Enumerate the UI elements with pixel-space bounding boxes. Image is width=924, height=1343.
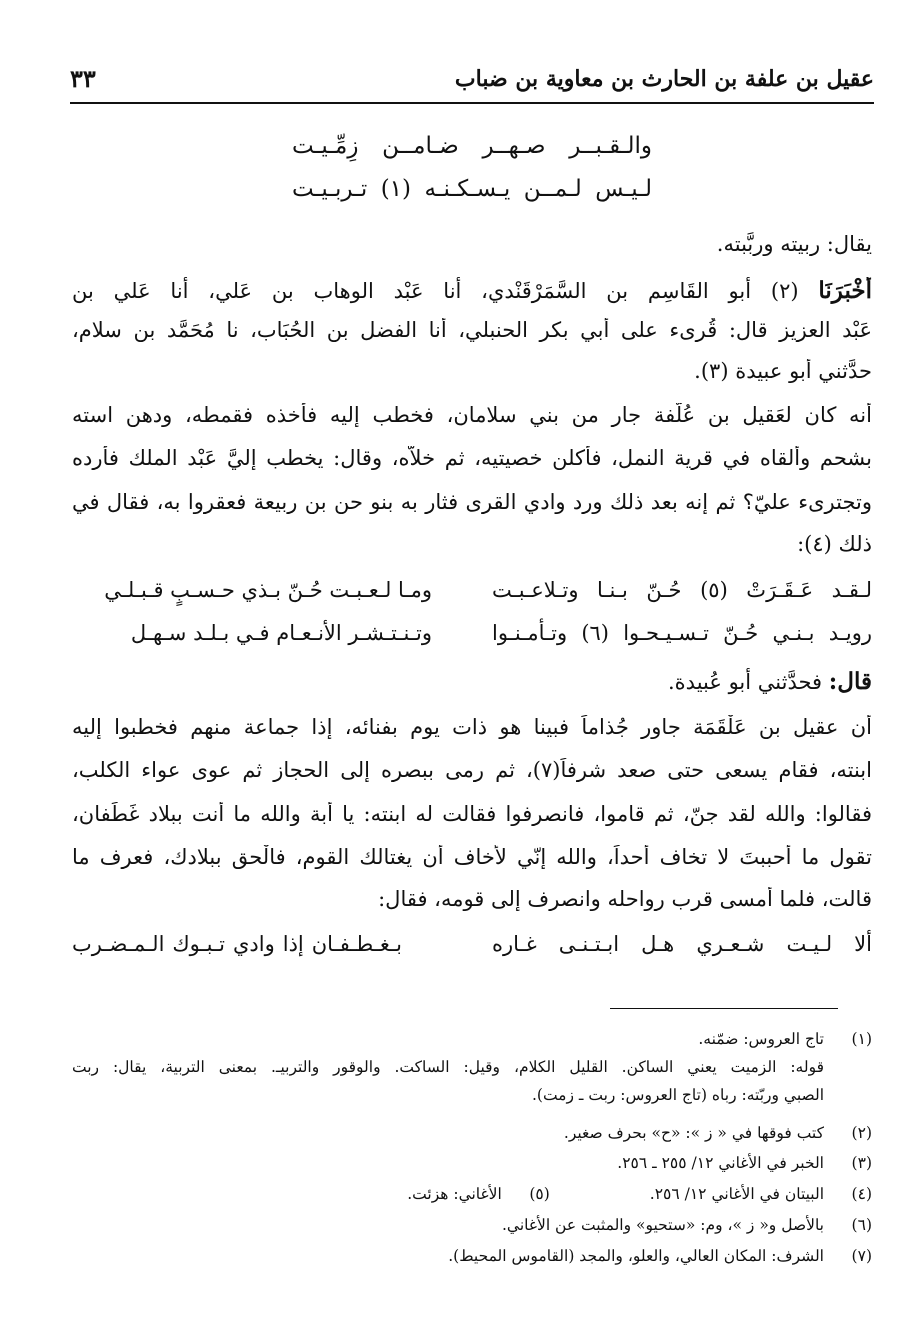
couplet <box>72 621 872 653</box>
text-line: أَخْبَرَنَا (٢) أبو القَاسِم بن السَّمَرْقَنْدي، أنا عَبْد الوهاب بن عَلي، أنا عَلي بن <box>72 277 872 304</box>
qala-text: فحدَّثني أبو عُبيدة. <box>668 670 823 694</box>
hemistich-second: وتـنـتـشـر الأنـعـام فـي بـلـد سـهـل <box>130 621 432 645</box>
text-line: يقال: ربيته وربَّبته. <box>716 232 872 256</box>
footnote-text: الأغاني: هزئت. <box>407 1185 502 1203</box>
footnote <box>72 1185 872 1203</box>
lead-word: أَخْبَرَنَا <box>818 277 872 304</box>
hemistich-second: ومـا لـعـبـت حُـنّ بـذي حـسـبٍ قـبـلـي <box>104 578 432 602</box>
footnote-text: كتب فوقها في « ز »: «ح» بحرف صغير. <box>563 1124 824 1142</box>
footnote-text: الخبر في الأغاني ١٢/ ٢٥٥ ـ ٢٥٦. <box>617 1154 824 1172</box>
header-title: عقيل بن علفة بن الحارث بن معاوية بن ضباب <box>454 66 874 92</box>
footnote-number: (٣) <box>851 1154 872 1172</box>
text-line: أن عقيل بن عَلْقَمَة جاور جُذاماً فبينا هو ذات يوم بفنائه، إذا جماعة منهم فخطبوا إليه <box>72 715 872 739</box>
hemistich-first: رويـد بـنـي حُـنّ تـسـيـحـوا (٦) وتـأمـنـوا <box>492 621 872 645</box>
footnote-number: (٧) <box>851 1247 872 1265</box>
text-line: قالت، فلما أمسى قرب رواحله وانصرف إلى قومه، فقال: <box>378 887 872 911</box>
footnote-number: (٤) <box>851 1185 872 1203</box>
footnote-number: (٦) <box>851 1216 872 1234</box>
qala-line <box>72 668 872 695</box>
footnote-divider <box>610 1008 838 1009</box>
footnote-text: بالأصل و« ز »، وم: «ستحيو» والمثبت عن الأغاني. <box>502 1216 824 1234</box>
running-header <box>70 58 874 104</box>
footnote-text: الشرف: المكان العالي، والعلو، والمجد (القاموس المحيط). <box>448 1247 824 1265</box>
footnote <box>72 1030 872 1048</box>
qala-lead: قال: <box>828 668 872 695</box>
text-line: ابنته، فقام يسعى حتى صعد شرفاً(٧)، ثم رمى ببصره إلى الحجاز ثم عوى عواء الكلب، <box>72 758 872 782</box>
text-line: تقول ما أحببتَ لا تخاف أحداً، والله إنّي لأخاف أن يغتالك القوم، فالْحق ببلادك، فعرف ما <box>72 845 872 869</box>
text-line: أنه كان لعَقيل بن عُلَّفة جار من بني سلامان، فخطب إليه فأخذه فقمطه، ودهن استه <box>72 403 872 427</box>
hemistich-first: لـقـد عَـقَـرَتْ (٥) حُـنّ بـنـا وتـلاعـبـت <box>492 578 872 602</box>
footnote-text: تاج العروس: ضمّنه. <box>698 1030 824 1048</box>
footnote <box>72 1124 872 1142</box>
text-line-lead <box>72 277 872 304</box>
footnote-number: (٢) <box>851 1124 872 1142</box>
page-number: ٣٣ <box>70 64 96 93</box>
footnote-number: (٥) <box>529 1185 550 1203</box>
footnote-continuation: الصبي وربّته: رباه (تاج العروس: ربت ـ زمت). <box>531 1086 824 1104</box>
text-line: فقالوا: والله لقد جنّ، ثم قاموا، فانصرفوا فقالت له ابنته: يا أبة والله ما أنت ببلاد غَطَفان، <box>72 802 872 826</box>
text-line: حدَّثني أبو عبيدة (٣). <box>694 359 872 383</box>
footnote-number: (١) <box>851 1030 872 1048</box>
couplet <box>72 578 872 610</box>
footnote-text: البيتان في الأغاني ١٢/ ٢٥٦. <box>649 1185 824 1203</box>
footnote <box>72 1154 872 1172</box>
hemistich-second: بـغـطـفـان إذا وادي تـبـوك الـمـضـرب <box>72 932 402 956</box>
footnote-continuation: قوله: الزميت يعني الساكن. القليل الكلام، وقيل: الساكت. والوقور والتربيـ. بمعنى التربية، يقال: ربت <box>72 1058 824 1076</box>
text-line: وتجترِىء عليّ؟ ثم إنه بعد ذلك ورد وادي القرى فثار به بنو حن بن ربيعة فعقروا به، فقال في <box>72 490 872 514</box>
footnote <box>72 1247 872 1265</box>
verse-line-2: لـيـس لـمــن يـسـكـنـه (١) تـربـيـت <box>292 176 652 202</box>
text-line: ذلك (٤): <box>797 532 872 556</box>
verse-line-1: والـقـبــر صـهــر ضـامــن زِمِّـيـت <box>292 133 652 159</box>
couplet <box>72 932 872 964</box>
hemistich-first: ألا لـيـت شـعـري هـل ابـتـنـى غـاره <box>492 932 872 956</box>
text-line: بشحم وألقاه في قرية النمل، فأكلن خصيتيه، ثم خلاّه، وقال: يخطب إليَّ عَبْد الملك فأرده <box>72 446 872 470</box>
text-line: عَبْد العزيز قال: قُرِىء على أبي بكر الحنبلي، أنا الفضل بن الحُبَاب، نا مُحَمَّد بن سلام، <box>72 318 872 342</box>
footnote <box>72 1216 872 1234</box>
